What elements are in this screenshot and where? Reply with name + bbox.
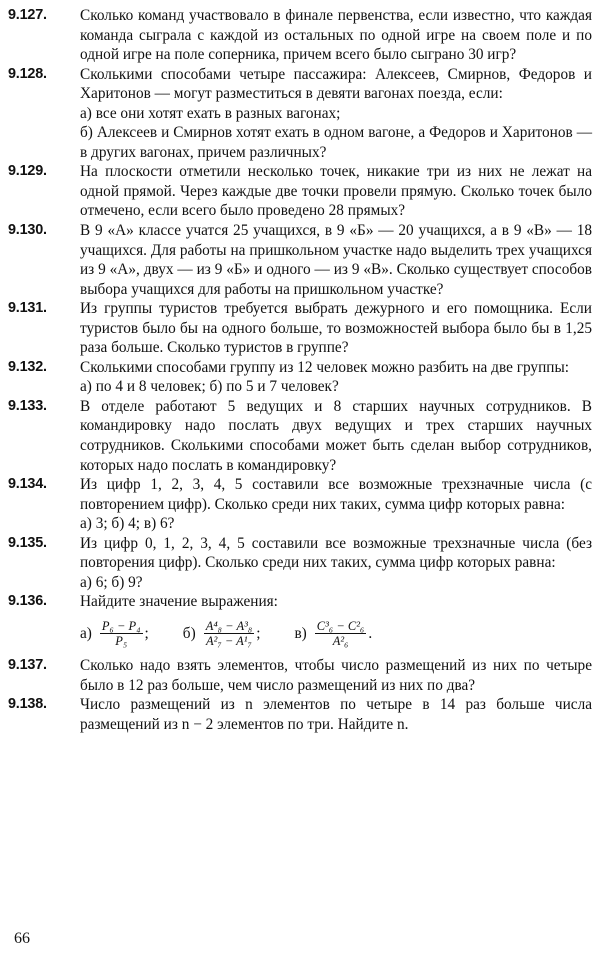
problem-9-136 [8,592,592,656]
formula-punct: ; [256,625,261,643]
problem-number: 9.134. [8,476,47,493]
problem-text: Из цифр 1, 2, 3, 4, 5 составили все возможные трехзначные числа (с повторением цифр). Сколько среди них таких, сумма цифр которых равна: [80,476,592,513]
fraction [204,619,255,648]
problem-text: Найдите значение выражения: [80,593,278,611]
problem-9-138 [8,695,592,734]
subitems: а) 3; б) 4; в) 6? [80,515,175,533]
problem-number: 9.131. [8,300,47,317]
fraction-numerator: C³₆ − C²₆ [316,619,365,634]
problem-text: Сколько команд участвовало в финале первенства, если известно, что каждая команда сыграла с каждой из остальных по одной игре на своем поле и по одной игре на поле соперника, причем всего было сыграно 30 игр? [80,7,592,64]
subitem-b: б) Алексеев и Смирнов хотят ехать в одном вагоне, а Федоров и Харитонов — в других вагонах, причем различных? [80,124,592,161]
problem-number: 9.137. [8,656,47,673]
problem-9-130 [8,221,592,299]
problem-text: В отделе работают 5 ведущих и 8 старших научных сотрудников. В командировку надо послать двух ведущих и трех старших научных сотрудников. Сколькими способами может быть сделан выбор сотрудников, которых надо послать в командировку? [80,397,592,474]
fraction [100,619,143,648]
problem-number: 9.127. [8,7,47,23]
problem-text: Сколько надо взять элементов, чтобы число размещений из них по четыре было в 12 раз больше, чем число размещений из них по два? [80,656,592,694]
problem-9-133 [8,397,592,475]
subitem-a: а) все они хотят ехать в разных вагонах; [80,104,341,122]
fraction-numerator: P₆ − P₄ [101,619,141,634]
problem-text: Сколькими способами группу из 12 человек можно разбить на две группы: [80,358,569,376]
formula-label: а) [80,625,92,643]
problem-text: На плоскости отметили несколько точек, никакие три из них не лежат на одной прямой. Через каждые две точки провели прямую. Сколько точек было отмечено, если всего было проведено 28 прямых? [80,163,592,220]
problem-text: Число размещений из n элементов по четыре в 14 раз больше числа размещений из n − 2 элементов по три. Найдите n. [80,696,592,733]
subitems: а) по 4 и 8 человек; б) по 5 и 7 человек? [80,378,339,396]
fraction-denominator: A²₆ [332,634,349,649]
problem-9-131 [8,299,592,358]
problem-number: 9.132. [8,358,47,375]
formula-c [294,619,372,648]
problem-9-137 [8,656,592,695]
problem-9-129 [8,162,592,221]
problem-text: Сколькими способами четыре пассажира: Алексеев, Смирнов, Федоров и Харитонов — могут разместиться в девяти вагонах поезда, если: [80,65,592,103]
subitems: а) 6; б) 9? [80,573,143,591]
problem-9-135 [8,534,592,593]
problem-9-127 [8,6,592,65]
problem-number: 9.136. [8,593,47,610]
fraction-denominator: P₅ [115,634,128,649]
fraction-numerator: A⁴₈ − A³₈ [205,619,253,634]
problem-text: Из группы туристов требуется выбрать дежурного и его помощника. Если туристов было бы на одного больше, то возможностей выбора было бы в 1,25 раза больше. Сколько туристов в группе? [80,300,592,357]
problem-9-128 [8,65,592,163]
problem-number: 9.130. [8,222,47,239]
problem-text: Из цифр 0, 1, 2, 3, 4, 5 составили все возможные трехзначные числа (без повторения цифр). Сколько среди них таких, сумма цифр которых равна: [80,534,592,572]
formula-b [183,619,261,648]
formula-punct: ; [144,625,149,643]
problem-9-134 [8,475,592,534]
formula-punct: . [368,625,373,643]
problem-number: 9.129. [8,163,47,180]
problem-number: 9.135. [8,534,47,551]
textbook-page [8,6,592,734]
fraction-denominator: A²₇ − A¹₇ [205,634,252,649]
problem-number: 9.138. [8,696,47,713]
problem-text: В 9 «А» классе учатся 25 учащихся, в 9 «Б» — 20 учащихся, а в 9 «В» — 18 учащихся. Для работы на пришкольном участке надо выделить трех учащихся из 9 «А», двух — из 9 «Б» и одного — из 9 «В». Сколько существует способов выбора учащихся для работы на пришкольном участке? [80,222,592,298]
formula-row [80,614,592,654]
formula-a [80,619,149,648]
problem-9-132 [8,358,592,397]
problem-number: 9.128. [8,65,47,82]
formula-label: в) [294,625,307,643]
fraction [315,619,367,648]
page-number: 66 [14,930,30,947]
formula-label: б) [182,625,196,643]
problem-number: 9.133. [8,397,47,414]
